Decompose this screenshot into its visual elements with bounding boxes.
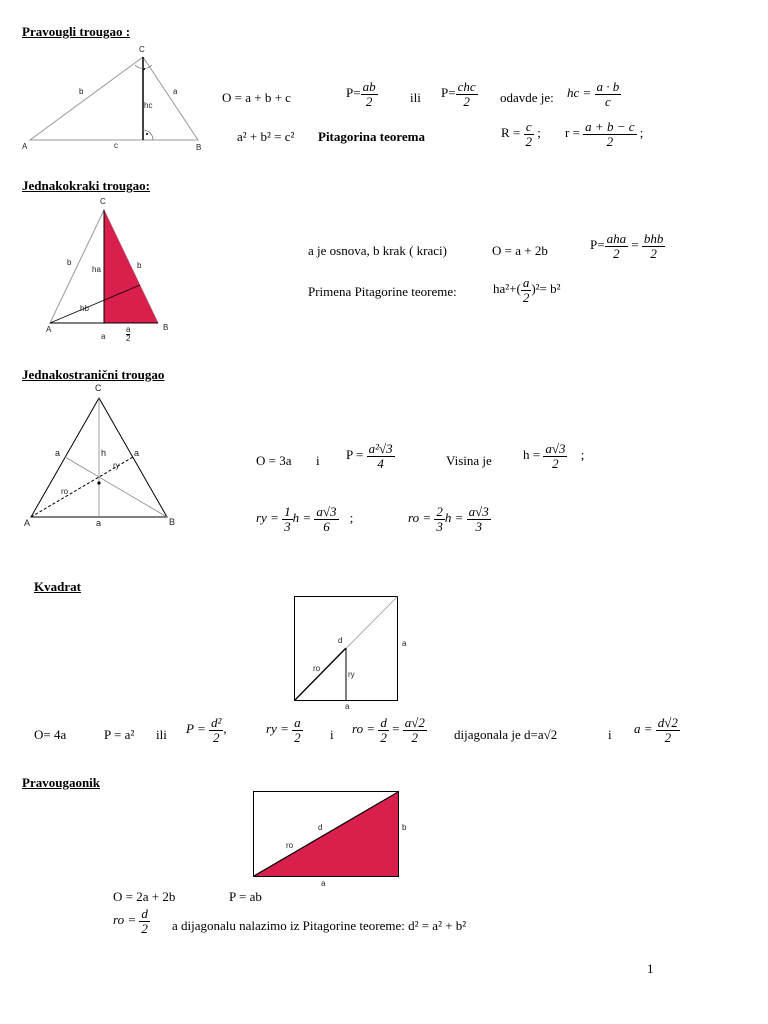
frac-den: 2 xyxy=(411,729,419,745)
frac-den: 2 xyxy=(294,729,301,745)
area-lhs: P = xyxy=(346,447,364,463)
frac-num: a√2 xyxy=(404,715,425,730)
area-formula: P = a² xyxy=(104,727,135,742)
frac-den: 2 xyxy=(552,455,559,471)
frac-den: 2 xyxy=(606,133,614,149)
i-word: i xyxy=(330,727,334,742)
label-h: h xyxy=(101,448,107,458)
perimeter-formula: O = 3a xyxy=(256,453,292,468)
P-lhs: P = xyxy=(186,721,206,737)
frac-den: 2 xyxy=(463,93,470,109)
area-diag-formula xyxy=(186,716,227,744)
frac-num: a√3 xyxy=(468,504,489,519)
label-d: d xyxy=(318,823,323,832)
h-lhs: h = xyxy=(523,447,541,463)
R-formula xyxy=(501,120,541,148)
ro-formula xyxy=(113,907,150,935)
ry-formula xyxy=(256,505,353,533)
odavde-text: odavde je: xyxy=(500,90,554,105)
ry-lhs: ry = xyxy=(266,721,289,737)
frac-num: a√3 xyxy=(545,441,566,456)
label-c: c xyxy=(114,141,118,150)
area-formula xyxy=(590,232,665,260)
frac-den: 3 xyxy=(475,518,482,534)
pythagoras-formula: a² + b² = c² xyxy=(237,129,295,144)
frac-den: 2 xyxy=(650,245,657,261)
pyth-rhs: )²= b² xyxy=(531,281,561,297)
ro-mid: h = xyxy=(444,510,464,526)
label-B: B xyxy=(169,517,176,527)
label-a-right: a xyxy=(402,639,407,648)
label-ry: ry xyxy=(113,461,120,470)
label-B: B xyxy=(163,323,169,332)
frac-num: a xyxy=(522,275,530,290)
frac-num: 1 xyxy=(284,504,291,519)
label-ry: ry xyxy=(348,670,355,679)
frac-den: 2 xyxy=(126,334,131,343)
ry-mid: h = xyxy=(292,510,312,526)
label-C: C xyxy=(100,197,106,206)
area-prefix: P= xyxy=(590,237,605,253)
pythagoras-formula xyxy=(493,276,561,304)
frac-num: d√2 xyxy=(657,715,678,730)
frac-den: 2 xyxy=(212,729,220,745)
frac-num: a xyxy=(294,715,301,730)
perimeter-formula: O = a + b + c xyxy=(222,90,291,105)
frac-num: d xyxy=(380,715,387,730)
perimeter-formula: O = a + 2b xyxy=(492,243,548,258)
pyth-lhs: ha²+( xyxy=(493,281,521,297)
label-b: b xyxy=(402,823,407,832)
frac-den: 2 xyxy=(664,729,672,745)
frac-den: 2 xyxy=(380,729,387,745)
comma: , xyxy=(223,721,227,737)
area-formula-1 xyxy=(346,80,378,108)
isosceles-description: a je osnova, b krak ( kraci) xyxy=(308,243,447,258)
ry-formula xyxy=(266,716,303,744)
frac-den: 2 xyxy=(522,289,530,305)
frac-den: 2 xyxy=(613,245,620,261)
section-title-kvadrat: Kvadrat xyxy=(34,579,81,594)
frac-den: c xyxy=(605,93,611,109)
section-title-jednakokraki: Jednakokraki trougao: xyxy=(22,178,150,193)
r-lhs: r = xyxy=(565,125,580,141)
ry-lhs: ry = xyxy=(256,510,279,526)
frac-num: c xyxy=(524,120,535,135)
square-diagram xyxy=(294,596,399,702)
diagonal-text: a dijagonalu nalazimo iz Pitagorine teoreme: d² = a² + b² xyxy=(172,918,467,933)
pythagoras-text: Primena Pitagorine teoreme: xyxy=(308,284,457,299)
section-title-jednakostranicni: Jednakostranični trougao xyxy=(22,367,165,382)
label-C: C xyxy=(95,383,102,393)
ili-word: ili xyxy=(156,727,167,742)
frac-num: d² xyxy=(210,715,222,730)
frac-den: 3 xyxy=(284,518,291,534)
frac-num: d xyxy=(141,906,148,921)
area-formula-2 xyxy=(441,80,478,108)
separator: ; xyxy=(639,125,644,141)
frac-num: a xyxy=(126,325,131,334)
frac-den: 2 xyxy=(141,920,148,936)
r-formula xyxy=(565,120,643,148)
frac-num: a√3 xyxy=(316,504,337,519)
section-title-pravougaonik: Pravougaonik xyxy=(22,775,101,790)
label-a-bottom: a xyxy=(96,518,102,528)
frac-den: 3 xyxy=(436,518,443,534)
perimeter-formula: O = 2a + 2b xyxy=(113,889,176,904)
label-a: a xyxy=(173,87,178,96)
label-A: A xyxy=(22,142,28,151)
area-prefix: P= xyxy=(441,85,456,101)
separator: ; xyxy=(537,125,541,141)
area-formula: P = ab xyxy=(229,889,262,904)
label-B: B xyxy=(196,143,202,152)
label-a-half xyxy=(126,326,130,343)
frac-num: bhb xyxy=(643,231,664,246)
label-b-right: b xyxy=(137,261,142,270)
frac-num: chc xyxy=(457,79,476,94)
rectangle-diagram xyxy=(253,791,399,877)
label-C: C xyxy=(139,45,145,54)
label-a: a xyxy=(101,332,106,341)
a-formula xyxy=(634,716,680,744)
pythagoras-label: Pitagorina teorema xyxy=(318,129,425,144)
ro-lhs: ro = xyxy=(352,721,376,737)
label-a-right: a xyxy=(134,448,140,458)
label-ro: ro xyxy=(313,664,321,673)
ro-formula xyxy=(408,505,491,533)
ro-lhs: ro = xyxy=(408,510,432,526)
label-A: A xyxy=(46,325,52,334)
label-A: A xyxy=(24,518,31,528)
separator: ; xyxy=(349,510,354,526)
section-title-pravougli: Pravougli trougao : xyxy=(22,24,131,39)
frac-num: a²√3 xyxy=(368,441,393,456)
R-lhs: R = xyxy=(501,125,521,141)
hc-lhs: hc = xyxy=(567,85,592,101)
visina-text: Visina je xyxy=(446,453,492,468)
label-b-left: b xyxy=(67,258,72,267)
equals: = xyxy=(392,721,400,737)
height-formula xyxy=(523,442,584,470)
perimeter-formula: O= 4a xyxy=(34,727,67,742)
frac-num: 2 xyxy=(436,504,443,519)
i-word: i xyxy=(316,453,320,468)
i-word: i xyxy=(608,727,612,742)
a-lhs: a = xyxy=(634,721,653,737)
frac-den: 6 xyxy=(323,518,330,534)
isosceles-triangle-diagram xyxy=(40,200,180,345)
equals: = xyxy=(631,237,639,253)
ro-formula xyxy=(352,716,427,744)
label-ha: ha xyxy=(92,265,101,274)
frac-num: a · b xyxy=(596,79,620,94)
ili-word: ili xyxy=(410,90,421,105)
label-a-bottom: a xyxy=(345,702,350,711)
hc-formula xyxy=(567,80,621,108)
label-d: d xyxy=(338,636,343,645)
label-hb: hb xyxy=(80,304,89,313)
frac-num: aha xyxy=(606,231,627,246)
area-prefix: P= xyxy=(346,85,361,101)
label-ro: ro xyxy=(286,841,294,850)
diagonal-text: dijagonala je d=a√2 xyxy=(454,727,558,742)
label-ro: ro xyxy=(61,487,69,496)
frac-den: 4 xyxy=(377,455,384,471)
label-b: b xyxy=(79,87,84,96)
page-number: 1 xyxy=(647,961,654,976)
ro-lhs: ro = xyxy=(113,912,137,928)
frac-num: ab xyxy=(362,79,376,94)
frac-den: 2 xyxy=(525,133,533,149)
frac-num: a + b − c xyxy=(585,119,635,134)
frac-den: 2 xyxy=(365,93,373,109)
label-a-left: a xyxy=(55,448,61,458)
separator: ; xyxy=(580,447,585,463)
right-triangle-diagram xyxy=(20,45,210,155)
label-hc: hc xyxy=(144,101,153,110)
label-a: a xyxy=(321,879,326,888)
area-formula xyxy=(346,442,395,470)
